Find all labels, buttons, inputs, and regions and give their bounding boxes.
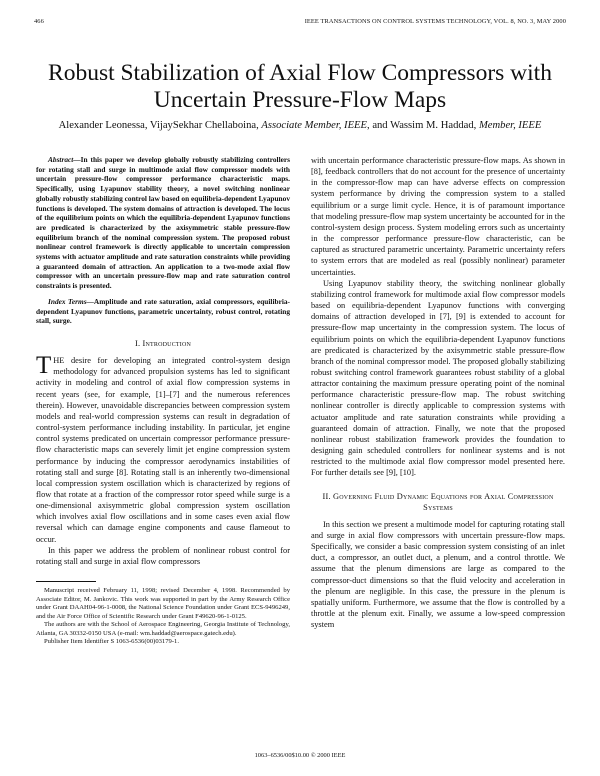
author-role-1: Associate Member, IEEE: [261, 120, 368, 131]
right-paragraph-1: with uncertain performance characteristic pressure-flow maps. As shown in [8], feedback controllers that do not account for the presence of uncertainty in the compressor-flow map can have adverse effects on compression system performance by driving the compression system to a stalled equilibrium or a surge limit cycle. Hence, it is of paramount importance that modeling pressure-flow map system uncertainty be accounted for in the control-system design process. System modeling errors such as uncertainty in the compressor performance pressure-flow characteristic, can be captured as structured parametric uncertainty. Parametric uncertainty refers to system errors that are modeled as real (possibly nonlinear) parameter uncertainties.: [311, 156, 565, 277]
footnote-affiliation: The authors are with the School of Aerospace Engineering, Georgia Institute of Technology, Atlanta, GA 30332-0150 USA (e-mail: wm.haddad@aerospace.gatech.edu).: [36, 621, 290, 637]
section-heading-governing-equations: II. Governing Fluid Dynamic Equations for Axial Compression Systems: [322, 491, 554, 512]
intro-paragraph-1-text: HE desire for developing an integrated control-system design methodology for advanced propulsion systems has led to significant activity in modeling and control of axial flow compression systems in recent years (see, for example, [1]–[7] and the numerous references therein). However, unavoidable discrepancies between compression system models and real-world compression systems can result in degradation of control-system performance including instability. In particular, jet engine control systems predicated on uncertain compressor performance pressure-flow characteristic maps can severely limit jet engine compression system performance by inducing the compressor aerodynamics instabilities of rotating stall and surge [8]. Rotating stall is an inherently two-dimensional local compression system oscillation which is characterized by regions of flow that rotate at a fraction of the compressor rotor speed while surge is a one-dimensional axisymmetric global compression system oscillation which involves axial flow oscillations and in some cases even axial flow reversal which can damage engine components and cause flameout to occur.: [36, 356, 290, 544]
running-header: [34, 18, 566, 30]
index-terms: [36, 297, 290, 326]
intro-paragraph-2: In this paper we address the problem of nonlinear robust control for rotating stall and surge in axial flow compressors: [36, 545, 290, 566]
author-line: [20, 120, 580, 131]
abstract-text: In this paper we develop globally robustly stabilizing controllers for rotating stall and surge in multimode axial flow compressor models with uncertain pressure-flow compressor performance characteristic maps. Specifically, using Lyapunov stability theory, a novel switching nonlinear globally robustly stabilizing control law based on equilibria-dependent Lyapunov functions is developed. The system domains of attraction is developed. The locus of the equilibrium points on which the equilibria-dependent Lyapunov functions are predicated is characterized by the axisymmetric stable pressure-flow equilibrium branch of the nominal compression system. The proposed robust nonlinear control framework is directly applicable to uncertain compression systems with actuator amplitude and rate saturation constraints while providing a guaranteed domain of attraction. An application to a two-mode axial flow compressor with an uncertain pressure-flow map and rate saturation control constraints is presented.: [36, 155, 290, 291]
right-paragraph-3: In this section we present a multimode model for capturing rotating stall and surge in axial flow compressors with uncertain pressure-flow maps. Specifically, we consider a basic compression system consisting of an inlet duct, a compressor, an outlet duct, a plenum, and a control throttle. We assume that the plenum dimensions are large as compared to the compressor-duct dimensions so that the fluid velocity and acceleration in the plenum are negligible. In this case, the pressure in the plenum is spatially uniform. Furthermore, we assume that the flow is controlled by a throttle at the plenum exit. Finally, we assume a low-speed compression system: [311, 519, 565, 630]
authors-part-1: Alexander Leonessa, VijaySekhar Chellaboina,: [58, 120, 259, 131]
right-column: [311, 155, 565, 630]
section-heading-introduction: I. Introduction: [134, 338, 192, 348]
abstract-label: Abstract—: [48, 155, 81, 164]
left-column: [36, 155, 290, 647]
page-number: 466: [34, 18, 44, 25]
abstract: [36, 155, 290, 291]
author-role-2: Member, IEEE: [478, 120, 542, 131]
authors-part-2: , and Wassim M. Haddad,: [367, 120, 477, 131]
footnote-identifier: Publisher Item Identifier S 1063-6536(00)03179-1.: [44, 638, 179, 646]
footnote-manuscript: Manuscript received February 11, 1998; revised December 4, 1998. Recommended by Associate Editor, M. Jankovic. This work was supported in part by the Army Research Office under Grant DAAH04-96-1-0008, the National Science Foundation under Grant ECS-9496249, and the Air Force Office of Scientific Research under Grant F49620-96-1-0125.: [36, 587, 290, 620]
intro-paragraph-1: [36, 352, 290, 545]
index-terms-text: Amplitude and rate saturation, axial compressors, equilibria-dependent Lyapunov functions, parametric uncertainty, robust control, rotating stall, surge.: [36, 296, 290, 326]
drop-cap: T: [36, 352, 52, 380]
right-paragraph-2: Using Lyapunov stability theory, the switching nonlinear globally stabilizing control framework for multimode axial flow compressor models based on equilibria-dependent Lyapunov functions with converging domains of attraction developed in [7], [9] is extended to account for pressure-flow map uncertainty in the compression system. The locus of equilibrium points on which the equilibria-dependent Lyapunov functions are predicated is characterized by the axisymmetric stable pressure-flow branch of the nominal compressor model. The proposed globally stabilizing robust switching control framework guarantees robust stability of a global attractor containing the maximum pressure operating point of the nominal performance characteristic pressure-flow map. The robust switching nonlinear controller is directly applicable to compression systems with actuator amplitude and rate saturation constraints while providing a guaranteed domain of attraction. Finally, we note that the proposed nonlinear robust stabilization framework provides the foundation to designing gain scheduled controllers for nonlinear systems and is not restricted to the multimode axial flow compressor model presented here. For further details see [9], [10].: [311, 278, 565, 478]
paper-title: Robust Stabilization of Axial Flow Compressors with Uncertain Pressure-Flow Maps: [48, 60, 552, 113]
journal-header: IEEE TRANSACTIONS ON CONTROL SYSTEMS TECHNOLOGY, VOL. 8, NO. 3, MAY 2000: [304, 18, 566, 25]
footnote-rule: [36, 581, 96, 582]
index-terms-label: Index Terms—: [48, 296, 94, 306]
copyright-footer: 1063–6536/00$10.00 © 2000 IEEE: [254, 752, 346, 759]
